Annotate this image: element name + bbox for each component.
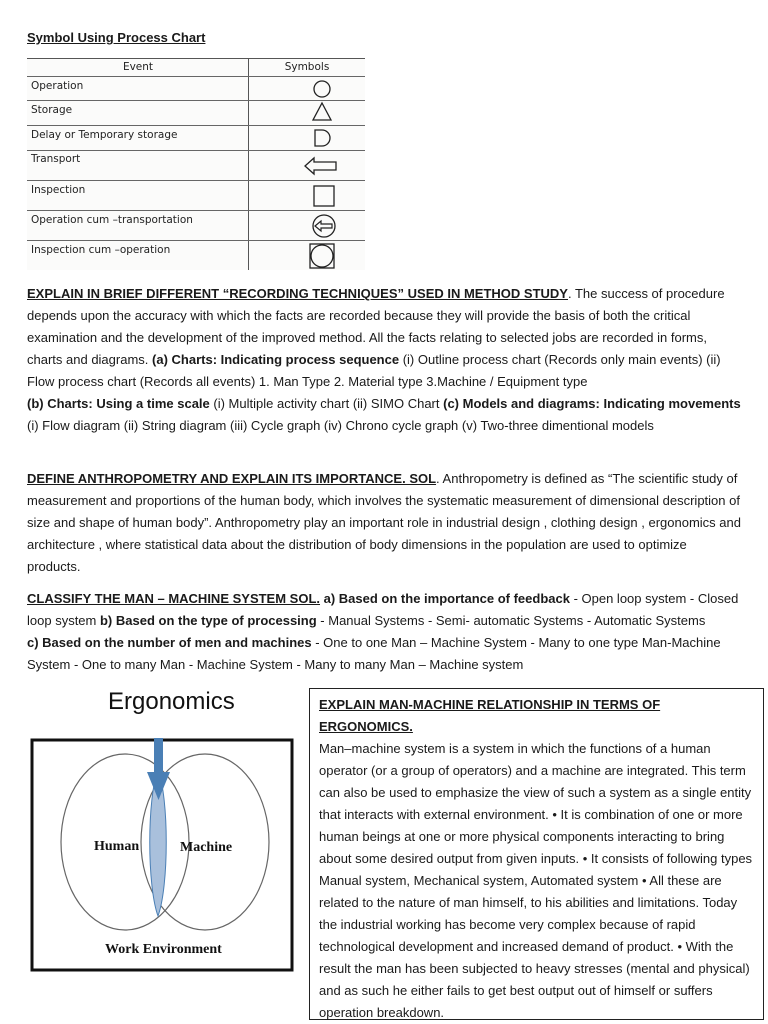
recording-b-text: (i) Multiple activity chart (ii) SIMO Chart	[209, 396, 444, 411]
ergonomics-title: Ergonomics	[108, 688, 235, 715]
man-machine-box	[309, 688, 764, 1020]
anthropometry-text: . Anthropometry is defined as “The scientific study of measurement and proportions of the human body, which involves the systematic measurement of dimensional description of size and shape of human body”. Anthropometry play an important role in industrial design , clothing design , ergonomics and architecture , where statistical data about the distribution of body dimensions in the population are used to optimize products.	[27, 471, 741, 574]
classify-b-label: b) Based on the type of processing	[99, 613, 317, 628]
table-row-label: Operation cum –transportation	[31, 214, 193, 226]
recording-a-label: (a) Charts: Indicating process sequence	[152, 352, 400, 367]
classify-c-label: c) Based on the number of men and machines	[27, 635, 312, 650]
anthropometry-heading: DEFINE ANTHROPOMETRY AND EXPLAIN ITS IMPORTANCE. SOL	[27, 471, 437, 486]
machine-label: Machine	[180, 840, 233, 855]
square-icon	[312, 184, 336, 208]
table-row-label: Inspection	[31, 184, 86, 196]
human-label: Human	[94, 839, 140, 854]
ergonomics-diagram	[30, 738, 294, 972]
recording-paragraph	[27, 283, 743, 437]
classify-a-label: a) Based on the importance of feedback	[320, 591, 570, 606]
recording-b-label: (b) Charts: Using a time scale	[27, 396, 210, 411]
classify-a-text: - Open loop system - Closed loop system	[27, 591, 739, 628]
table-row-label: Operation	[31, 80, 84, 92]
work-environment-label: Work Environment	[105, 942, 222, 957]
symbol-table	[27, 58, 365, 270]
anthropometry-paragraph	[27, 468, 743, 578]
square-with-circle-icon	[308, 242, 336, 270]
section-title-symbols: Symbol Using Process Chart	[27, 30, 206, 45]
man-machine-text: Man–machine system is a system in which the functions of a human operator (or a group of operators) and a machine are integrated. This term can also be used to emphasize the view of such a system as a single entity that interacts with external environment. • It is combination of one or more human beings at one or more physical components interacting to bring about some desired output from given inputs. • It consists of following types Manual system, Mechanical system, Automated system • All these are related to the nature of man himself, to his abilities and limitations. Today the industrial working has become very complex because of rapid technological development and increased demand of product. • With the result the man has been subjected to heavy stresses (mental and physical) and as such he either fails to get best output out of himself or suffers operation breakdown.	[319, 741, 753, 1020]
table-header-symbols: Symbols	[284, 61, 330, 73]
table-row-label: Delay or Temporary storage	[31, 129, 178, 141]
recording-intro: . The success of procedure depends upon the accuracy with which the facts are recorded because they will provide the basis of both the critical examination and the development of the improved method. All the facts relating to selected jobs are recorded in forms, charts and diagrams.	[27, 286, 725, 367]
table-header-event: Event	[122, 61, 154, 73]
classify-heading: CLASSIFY THE MAN – MACHINE SYSTEM SOL.	[27, 591, 321, 606]
man-machine-heading: EXPLAIN MAN-MACHINE RELATIONSHIP IN TERMS OF ERGONOMICS.	[319, 697, 661, 734]
recording-c-text: (i) Flow diagram (ii) String diagram (iii) Cycle graph (iv) Chrono cycle graph (v) Two-three dimentional models	[27, 418, 654, 433]
circle-icon	[312, 79, 332, 99]
classify-b-text: - Manual Systems - Semi- automatic Systems - Automatic Systems	[316, 613, 706, 628]
classify-paragraph	[27, 588, 743, 676]
table-row-label: Storage	[31, 104, 73, 116]
classify-c-text: - One to one Man – Machine System - Many to one type Man-Machine System - One to many Man - Machine System - Many to many Man – Machine system	[27, 635, 721, 672]
table-row-label: Transport	[31, 153, 81, 165]
left-arrow-icon	[303, 156, 339, 176]
triangle-icon	[311, 101, 333, 123]
recording-heading: EXPLAIN IN BRIEF DIFFERENT “RECORDING TECHNIQUES” USED IN METHOD STUDY	[27, 286, 568, 301]
arrow-shaft	[154, 738, 163, 774]
circle-with-arrow-icon	[310, 213, 338, 239]
recording-a-text: (i) Outline process chart (Records only main events) (ii) Flow process chart (Records all events) 1. Man Type 2. Material type 3.Machine / Equipment type	[27, 352, 721, 389]
d-shape-icon	[312, 128, 332, 148]
recording-c-label: (c) Models and diagrams: Indicating movements	[443, 396, 741, 411]
table-row-label: Inspection cum –operation	[31, 244, 171, 256]
